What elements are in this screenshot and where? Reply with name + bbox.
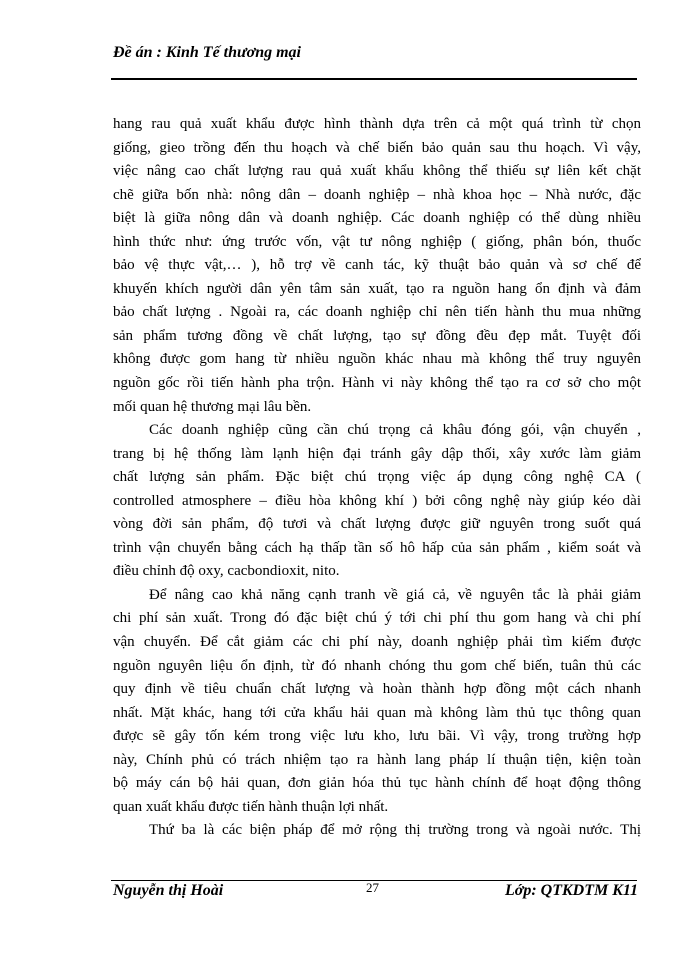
- body-line: quan xuất khẩu được tiến hành thuận lợi nhất.: [113, 798, 389, 815]
- page-number: 27: [366, 880, 379, 895]
- body-line: biệt là giữa nông dân và doanh nghiệp. Các doanh nghiệp có thể dùng nhiều: [113, 210, 641, 227]
- body-line: hình thức như: ứng trước vốn, vật tư nông nghiệp ( giống, phân bón, thuốc: [113, 233, 641, 250]
- body-line: khuyến khích người dân yên tâm sản xuất, tạo ra nguồn hang ổn định và đảm: [113, 280, 641, 297]
- body-line: controlled atmosphere – điều hòa không khí ) bởi công nghệ này giúp kéo dài: [113, 492, 641, 509]
- body-line: hang rau quả xuất khẩu được hình thành dựa trên cả một quá trình từ chọn: [113, 116, 641, 132]
- body-line: nguồn gốc rồi tiến hành pha trộn. Hành vi này không thể tạo ra cơ sở cho một: [113, 375, 641, 392]
- footer-class-label: Lớp: QTKDTM K11: [504, 882, 638, 899]
- body-line: giống, gieo trồng đến thu hoạch và chế biến bảo quản sau thu hoạch. Vì vậy,: [113, 139, 641, 156]
- body-line: Để nâng cao khả năng cạnh tranh về giá cả, về nguyên tắc là phải giảm: [149, 586, 641, 603]
- body-line: trình vận chuyển bằng cách hạ thấp tần số hô hấp của sản phẩm , kiểm soát và: [113, 539, 641, 556]
- body-line: Các doanh nghiệp cũng cần chú trọng cả khâu đóng gói, vận chuyển ,: [149, 422, 641, 439]
- body-line: trang bị hệ thống làm lạnh hiện đại tránh gây dập thối, xây xước làm giảm: [113, 445, 641, 462]
- body-line: mối quan hệ thương mại lâu bền.: [113, 398, 312, 415]
- body-line: bảo vệ thực vật,… ), hỗ trợ về canh tác, kỹ thuật bảo quản và sơ chế để: [113, 257, 641, 274]
- body-line: Thứ ba là các biện pháp để mở rộng thị trường trong và ngoài nước. Thị: [149, 822, 641, 839]
- body-line: quy định về tiêu chuẩn chất lượng và hoàn thành hợp đồng một cách nhanh: [113, 681, 641, 698]
- body-line: vòng đời sản phẩm, độ tươi và chất lượng được giữ nguyên trong suốt quá: [113, 516, 641, 533]
- body-line: sản phẩm tương đồng về chất lượng, tạo sự đồng đều đẹp mắt. Tuyệt đối: [113, 327, 641, 344]
- body-line: chẽ giữa bốn nhà: nông dân – doanh nghiệp – nhà khoa học – Nhà nước, đặc: [113, 186, 641, 203]
- body-line: vận chuyển. Để cắt giảm các chi phí này, doanh nghiệp phải tìm kiếm được: [113, 634, 641, 651]
- header-divider: [111, 78, 637, 80]
- header-title: Đề án : Kinh Tế thương mại: [113, 44, 301, 61]
- body-line: bộ máy cán bộ hải quan, đơn giản hóa thủ tục hành chính để hoạt động thông: [113, 775, 641, 792]
- body-line: nguồn nguyên liệu ổn định, từ đó nhanh chóng thu gom chế biến, tuân thủ các: [113, 657, 641, 674]
- body-text: [113, 113, 641, 843]
- footer-author: Nguyễn thị Hoài: [113, 882, 224, 899]
- body-line: này, Chính phủ có trách nhiệm tạo ra hành lang pháp lí thuận tiện, kiện toàn: [113, 751, 641, 768]
- body-line: điều chỉnh độ oxy, cacbondioxit, nito.: [113, 563, 340, 580]
- body-line: không được gom hang từ nhiều nguồn khác nhau mà không thể truy nguyên: [113, 351, 641, 368]
- body-line: chất lượng sản phẩm. Đặc biệt chú trọng việc áp dụng công nghệ CA (: [113, 469, 641, 486]
- body-line: việc nâng cao chất lượng rau quả xuất khẩu không thể thiếu sự liên kết chặt: [113, 163, 641, 180]
- body-line: nhất. Mặt khác, hang tới cửa khẩu hải quan mà không làm thủ tục thông quan: [113, 704, 641, 721]
- body-line: bảo chất lượng . Ngoài ra, các doanh nghiệp chỉ nên tiến hành thu mua những: [113, 304, 641, 321]
- body-line: được sẽ gây tốn kém trong việc lưu kho, lưu bãi. Vì vậy, trong trường hợp: [113, 728, 641, 745]
- body-line: chi phí sản xuất. Trong đó đặc biệt chú ý tới chi phí thu gom hang và chi phí: [113, 610, 641, 627]
